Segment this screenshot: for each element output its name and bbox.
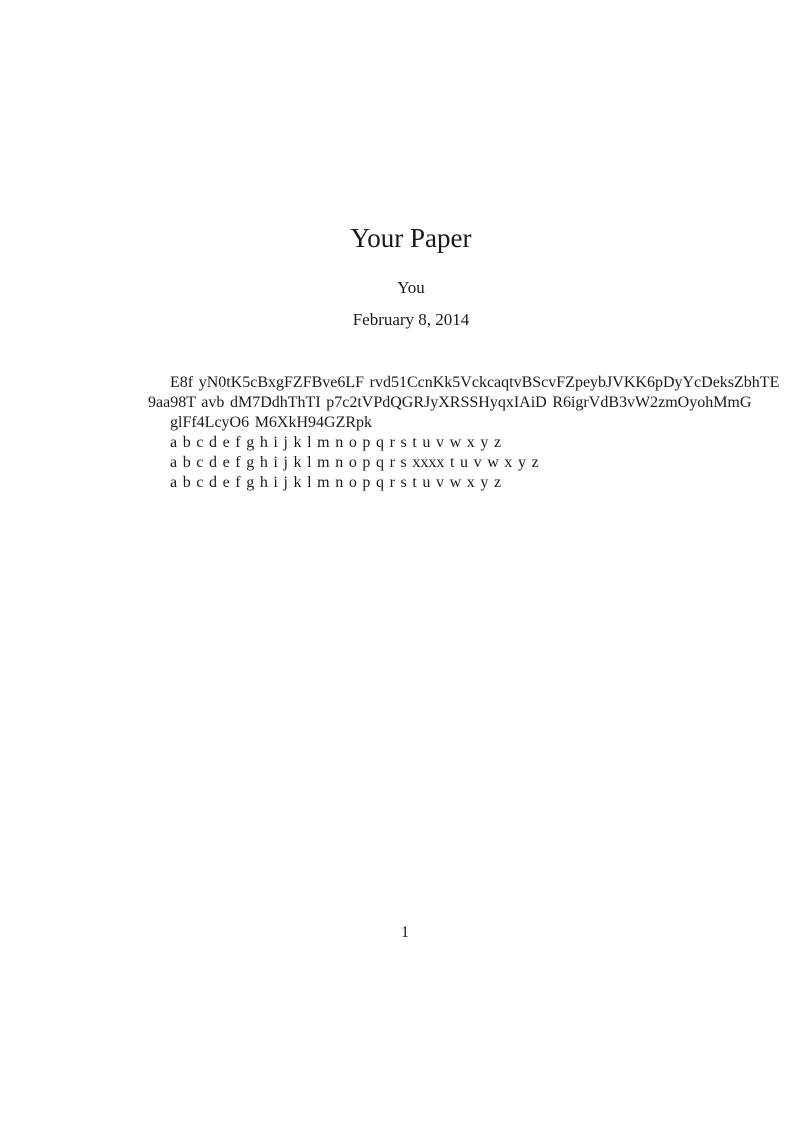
- alphabet-line-3: a b c d e f g h i j k l m n o p q r s t u v w x y z: [170, 474, 502, 491]
- paper-title: Your Paper: [350, 223, 472, 253]
- alphabet-line-2: a b c d e f g h i j k l m n o p q r s xxxx t u v w x y z: [170, 454, 539, 471]
- paper-date: February 8, 2014: [352, 310, 470, 329]
- paragraph-line-1: E8f yN0tK5cBxgFZFBve6LF rvd51CcnKk5VckcaqtvBScvFZpeybJVKK6pDyYcDeksZbhTE: [170, 374, 780, 391]
- paper-author: You: [397, 278, 425, 297]
- page-number: 1: [401, 924, 409, 941]
- paragraph-line-3: glFf4LcyO6 M6XkH94GZRpk: [170, 414, 373, 431]
- alphabet-line-1: a b c d e f g h i j k l m n o p q r s t u v w x y z: [170, 434, 502, 451]
- paragraph-line-2: 9aa98T avb dM7DdhThTI p7c2tVPdQGRJyXRSSHyqxIAiD R6igrVdB3vW2zmOyohMmG: [148, 394, 752, 411]
